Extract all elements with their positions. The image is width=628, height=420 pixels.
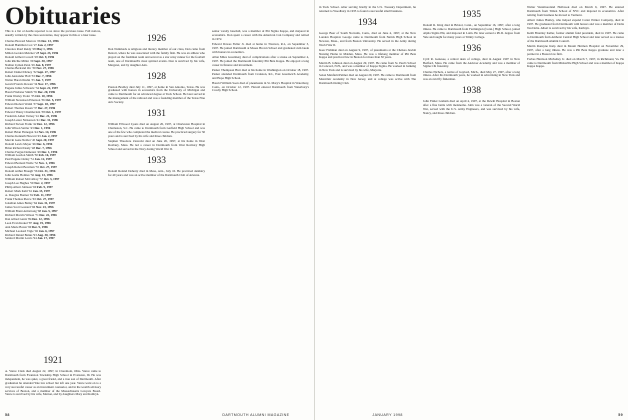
intro-text: This is a list of deaths reported to us since the previous issue. Full notices, usually written by the class secretaries, may appear in this or a later issue. — [5, 30, 101, 37]
death-date: Dec. 27, 1996 — [37, 107, 56, 111]
obituary-column-1 — [5, 352, 101, 408]
death-date: Dec. 31, 1996 — [40, 118, 58, 122]
page-title: Obituaries — [5, 3, 121, 30]
deceased-name: Richard Marvin Wilson '71 — [5, 213, 39, 217]
death-date: May 1, 1996 — [36, 47, 53, 51]
death-date: Nov. 23, 1996 — [35, 205, 54, 209]
obituary-entry: Keith Brantley Keller, former alumni fund president, died in 1997. He came to Dartmouth from Amherst Central High School and later served as a trustee of the Dartmouth Alumni Council. — [527, 30, 624, 43]
death-date: Nov. 27, 1996 — [36, 67, 54, 71]
class-year-heading: 1926 — [147, 34, 166, 44]
deceased-name: Clarence Pearl Reidy '28 — [5, 47, 36, 51]
deceased-name: Edward Bernard Wolfe '52 — [5, 162, 38, 166]
death-date: Feb. 16, 1997 — [38, 154, 56, 158]
deceased-name: Robert Brian Finnegan '44 — [5, 130, 38, 134]
obituary-entry: senior varsity baseball, was a member of Phi Sigma Kappa, and majored in economics. Don spent a career with the American Can Company and retired in 1972. — [212, 30, 309, 41]
death-date: Aug. 30, 1996 — [37, 233, 56, 237]
footer-left — [5, 413, 289, 417]
deceased-name: Joseph Lester Nickerson '41 — [5, 118, 40, 122]
issue-date: JANUARY 1998 — [372, 413, 403, 417]
deceased-name: Gerald Francis Rowan '34 — [5, 83, 38, 87]
class-year-heading: 1938 — [462, 86, 481, 97]
obituary-entry: George Baer of South Norwalk, Conn., died on June 4, 1997, at the New London Hospital. George came to Dartmouth from Natick High School in Newton, Mass., and from Boston University. He served in the Army during World War II. — [319, 30, 416, 47]
obituary-column-4 — [319, 6, 416, 408]
deceased-name: Charles Kenneth Howard '45 — [5, 134, 41, 138]
death-date: Jan. 7, 1997 — [35, 79, 52, 83]
death-date: Oct. 9, 1996 — [38, 55, 55, 59]
obituary-column-3 — [212, 30, 309, 408]
obituary-entry: Edward Dawes Fuller Jr. died at home in Tiverton, R.I., on September 3, 1997. He joined Dartmouth at Moses Brown School and graduated cum laude with honors in economics. — [212, 41, 309, 54]
death-date: Dec. 9, 1996 — [32, 225, 48, 229]
deceased-name: Frank Thomas Pierce '63 — [5, 197, 36, 201]
obituary-entry: Martin Ronayne Kulp died in Mount Hermon Hospital on November 29, 1997, after a long illness. He was a Phi Beta Kappa graduate and later a partner in a Boston law firm. — [527, 43, 624, 56]
death-date: Dec. 20, 1996 — [37, 91, 56, 95]
death-date: Oct. 10, 1996 — [35, 95, 53, 99]
obituary-entry: Albert James Hanley, who helped expand Carter Printer Company, died in 1997. He graduated from Dartmouth with honors and was a member of Delta Tau Delta. Albert is survived by his wife, Kathryn. — [527, 17, 624, 30]
obituary-entry: Parker Thompson Hurt died at his home in Washington on October 18, 1997. Parker attended Dartmouth from Cranston, R.I., East Greenwich Academy, and Hope High School. — [212, 67, 309, 80]
death-date: Oct. 5, 1997 — [45, 99, 62, 103]
death-date: Dec. 12, 1996 — [32, 217, 50, 221]
deceased-name: Jonathan Ames Bailey '64 — [5, 201, 38, 205]
deceased-name: Robert Thomas Rosen '37 — [5, 107, 38, 111]
page-number-right: 59 — [618, 413, 623, 417]
class-year-heading: 1936 — [462, 43, 481, 54]
death-date: Jan. 12, 1997 — [34, 158, 52, 162]
death-date: Oct. 3, 1997 — [43, 178, 60, 182]
death-date: Jan. 6, 1997 — [38, 229, 55, 233]
deceased-name: Walter Harold Kuhn '33 — [5, 79, 35, 83]
deceased-name: John Alexander Hall '33 — [5, 75, 35, 79]
death-date: Dec. 7, 1996 — [35, 146, 52, 150]
death-date: Jan. 2, 1997 — [41, 134, 58, 138]
deceased-name: Frank Wesley Yoder '35 — [5, 95, 35, 99]
deceased-name: Donald Lewis Meyer '46 — [5, 142, 36, 146]
deceased-name: Charles Fergus Demerest '49 — [5, 150, 41, 154]
death-date: Nov. 17, 1996 — [38, 83, 56, 87]
deceased-name: Charles Bertrand Orr '30 — [5, 67, 36, 71]
death-date: Feb. 11, 1997 — [34, 193, 52, 197]
death-date: Sept. 30, 1997 — [34, 59, 53, 63]
deceased-name: Edward Robert Walsh '37 — [5, 103, 37, 107]
death-date: Dec. 12, 1996 — [37, 122, 55, 126]
obituary-entry: Donald Roland Doherty died in Mesa, Ariz., July 10. He practiced dentistry for 40 years and was an active member of the Dartmouth Club of Arizona. — [108, 168, 205, 177]
death-date: Jan. 13, 1997 — [32, 190, 51, 194]
obituary-column-6 — [527, 6, 624, 408]
deceased-name: William Stevenson Emerson '36 — [5, 99, 45, 103]
death-date: Aug. 19, 1996 — [32, 221, 51, 225]
death-date: Oct. 1, 1997 — [45, 110, 62, 114]
deceased-name: Joseph Robert Bowman '55 — [5, 166, 39, 170]
death-date: Nov. 1, 1996 — [38, 162, 55, 166]
deceased-name: Donald Arthur Brough '56 — [5, 170, 38, 174]
class-year-heading: 1921 — [43, 356, 63, 366]
deceased-name: Richard Daniel Banks '93 — [5, 233, 37, 237]
death-date: Nov. 14, 1996 — [38, 130, 57, 134]
footer-right — [372, 413, 623, 417]
deceased-name: Ann Marie Baron '90 — [5, 225, 32, 229]
deceased-name: William Robert McCaffrey '57 — [5, 178, 43, 182]
deceased-name: Harold Webster Smith '35 — [5, 91, 37, 95]
death-date: Sept. 23, 1996 — [39, 51, 59, 55]
death-date: Sept. 22, 1997 — [39, 87, 58, 91]
class-year-heading: 1928 — [147, 71, 166, 82]
deceased-name: A. Douglas Bonner '62 — [5, 193, 34, 197]
obituary-entry: Martin B. Johnson died on August 29, 1997. He came from St. Paul's School in Concord, N.H., and was a member of Kappa Sigma. He worked in banking in New York and is survived by his wife, Marjorie. — [319, 60, 416, 73]
deceased-name: Dan Alfred Gantz '84 — [5, 217, 32, 221]
honor-list-column — [5, 30, 101, 385]
deceased-name: Brian Richard Dealy '48 — [5, 146, 36, 150]
deceased-name: Leon Evan Krekel '87 — [5, 221, 33, 225]
deceased-name: John Leslie Holmes '56 — [5, 174, 34, 178]
death-date: Jan. 31, 1997 — [37, 201, 56, 205]
obituary-entry: Forbes Harrison Mulvehey Jr. died on March 7, 1997, in Richmond, Va. He came to Dartmouth from Mirksville High School and was a member of Kappa Kappa Kappa. — [527, 56, 624, 69]
death-date: Dec. 21, 1996 — [39, 114, 58, 118]
deceased-name: James Scott Leonard '66 — [5, 205, 36, 209]
deceased-name: Donald Gilbert Cowell '28 — [5, 55, 38, 59]
deceased-name: William Brent Armstrong '68 — [5, 209, 42, 213]
deceased-name: Joseph Lee Hughes '59 — [5, 182, 34, 186]
obituary-entry: John Fisher Graham died on April 4, 1997, at the Dewitt Hospital in Boston after a fine battle with melanoma. John was a veteran of the Second World War, served with the U.S. Army Engineers, and was survived by his wife, Nancy, and three children. — [423, 99, 520, 115]
obituary-entry: in Tuck School. After serving briefly in the U.S. Treasury Department, he returned to Woodbury in 1935 to found a successful small business. — [319, 6, 416, 13]
class-year-heading: 1933 — [147, 155, 166, 166]
death-date: Aug. 13, 1996 — [34, 174, 53, 178]
obituary-entry: Preston Bradley died July 11, 1997, at home in San Antonio, Texas. He was graduated with honors in economics from the University of Michigan and came to Dartmouth for an advanced degree at Tuck School. He later served in the management of the railroad and was a founding member of the Texas Fine Arts Society. — [108, 84, 205, 105]
obituary-column-5 — [423, 6, 520, 408]
deceased-name: Richard Steven Frank '42 — [5, 122, 37, 126]
obituary-entry: Donald R. King died in Bristol, Conn., on September 16, 1997, after a long illness. He came to Dartmouth from Farmington (Conn.) High School, joined Alpha Sigma Phi, and majored in Latin. He later earned a Ph.D. degree from Yale and taught for many years at Trinity College. — [423, 23, 520, 39]
obituary-entry: Don Nammack A religious and literary member of our class, Don came from Detroit, where he was associated with the family firm. He was an athlete who played on the freshman team and served as a star relay runner for the football team, one of Dartmouth's most spirited events. Don is survived by his wife, Margaret, and by daughter Ann. — [108, 47, 205, 67]
obituary-entry: Allan Miles Greenberg died of complications after a stroke on September 4, 1997. He joined the Dartmouth fraternity Phi Beta Kappa. He enjoyed a long career in finance and investment. — [212, 54, 309, 67]
death-date: Dec. 6, 1996 — [36, 142, 53, 146]
obituary-entry: Harold William Soon died of pneumonia in St. Mary's Hospital in Waterbury, Conn., on October 12, 1997. Harold entered Dartmouth from Waterbury's Crosby High School. — [212, 80, 309, 93]
obituary-entry: Charles Nichols, a native of Gaylord, Mich., died May 27, 1997, after a long illness. After his Dartmouth years, he worked in advertising in New York and was an avid fly fisherman. — [423, 69, 520, 82]
obituary-entry: Cyril R. Genesee, a retired dean of college, died in August 1997 in New Bedford, Mass. He came from the Andover Academy and was a member of Sigma Chi fraternity. — [423, 56, 520, 69]
deceased-name: Philip Albert Johnson '60 — [5, 186, 37, 190]
obituary-entry: Isaac Fishman died on August 9, 1997, of pneumonia at the Chelsea Jewish Nursing Home in Malden, Mass. He was a lifelong member of Phi Beta Kappa and practiced law in Boston for more than 50 years. — [319, 47, 416, 60]
deceased-name: John Wilson Sattler '43 — [5, 126, 34, 130]
death-date: Dec. 1, 1996 — [34, 126, 51, 130]
deceased-name: Paul Eugene Oatley '51 — [5, 158, 34, 162]
deceased-name: Eugene Julius Schwartz '34 — [5, 87, 39, 91]
class-year-heading: 1931 — [147, 109, 166, 120]
death-date: Jan. 17, 1997 — [37, 237, 55, 241]
death-date: Jan. 2, 1997 — [37, 43, 54, 47]
deceased-name: Frederick Alden Varney '41 — [5, 114, 39, 118]
deceased-name: Marvin Gene Nettler '45 — [5, 138, 36, 142]
page-number-left: 58 — [5, 413, 10, 417]
honor-list — [5, 40, 101, 242]
deceased-name: Milton Gordon Melzner '28 — [5, 51, 40, 55]
obituary-entry: William Ellwood Lyons died on August 26, 1997, at Charleston Hospital in Charleston, S.C. He came to Dartmouth from Garfield High School and was one of the few who completed the medical course. He practiced surgery for 30 years and is survived by his wife and three children. — [108, 122, 205, 138]
death-date: Dec. 22, 1996 — [39, 213, 57, 217]
death-date: Oct. 27, 1997 — [36, 197, 54, 201]
death-date: Dec. 1, 1996 — [41, 150, 58, 154]
death-date: Nov. 2, 1997 — [34, 182, 51, 186]
deceased-name: Nathan Lyman Penn '29 — [5, 63, 35, 67]
deceased-name: Sanford Martin Lewis '94 — [5, 237, 37, 241]
death-date: Sept. 20, 1997 — [35, 138, 55, 142]
deceased-name: Michael Leonard Vigie '92 — [5, 229, 39, 233]
deceased-name: William Gordon Smith '50 — [5, 154, 38, 158]
obituary-entry: Walter Westmoreland Holbrook died on March 6, 1997. He entered Dartmouth from Tilden School of NYC and majored in economics. After retiring from business he moved to Vermont. — [527, 6, 624, 17]
deceased-name: Robert Mark Kahl '61 — [5, 190, 33, 194]
death-date: Oct. 31, 1996 — [38, 170, 56, 174]
obituary-column-2 — [108, 30, 205, 408]
deceased-name: John Ritchie Miller '29 — [5, 59, 34, 63]
deceased-name: Edward Thiery Chamberlain '38 — [5, 110, 45, 114]
death-date: Dec. 7, 1996 — [35, 75, 52, 79]
death-date: Sept. 18, 1997 — [37, 103, 56, 107]
class-year-heading: 1934 — [358, 17, 377, 28]
deceased-name: Robert Daniel Dickey '32 — [5, 71, 37, 75]
obituary-entry: A. Vance Clark died August 22, 1997, in Claremont, Ohio. Vance came to Dartmouth from Evanston Township High School in Evanston, Ill. He was independent, he was quiet, a great friend, and a true son of Dartmouth. After graduation he attended Yale law school but left one year. Vance went on to a very successful career as an investment counselor, and in the wealth advisory services of Boston, and a member of the Massachusetts Lawyers Board. Vance is survived by his wife, Marion, and by daughters Mary and Kathryn. — [5, 369, 101, 397]
death-date: Jan. 5, 1997 — [41, 209, 58, 213]
deceased-name: Donald Hamilton Cox '27 — [5, 43, 37, 47]
honor-list-item — [5, 237, 101, 241]
death-date: Dec. 13, 1996 — [41, 39, 59, 43]
publication-name: DARTMOUTH ALUMNI MAGAZINE — [222, 413, 290, 417]
obituary-entry: Solon Manfield Palmer died on August 29, 1997. He came to Dartmouth from Montclair Academy in New Jersey, and at college was active with The Dartmouth Outing Club. — [319, 73, 416, 86]
right-page — [314, 0, 628, 420]
death-date: Jan. 8, 1997 — [35, 63, 52, 67]
death-date: Sept. 27, 1997 — [37, 71, 56, 75]
class-year-heading: 1935 — [462, 10, 481, 20]
obituary-entry: Stephen Theodore Zarzecki died on June 26, 1997, at his home in West Roxbury, Mass. He led a career in Dartmouth from West Roxbury High School and served in the Navy during World War II. — [108, 138, 205, 151]
deceased-name: Charles Howard Morrow '26 — [5, 39, 41, 43]
death-date: Oct. 27, 1997 — [39, 166, 57, 170]
death-date: Feb. 9, 1997 — [37, 186, 53, 190]
